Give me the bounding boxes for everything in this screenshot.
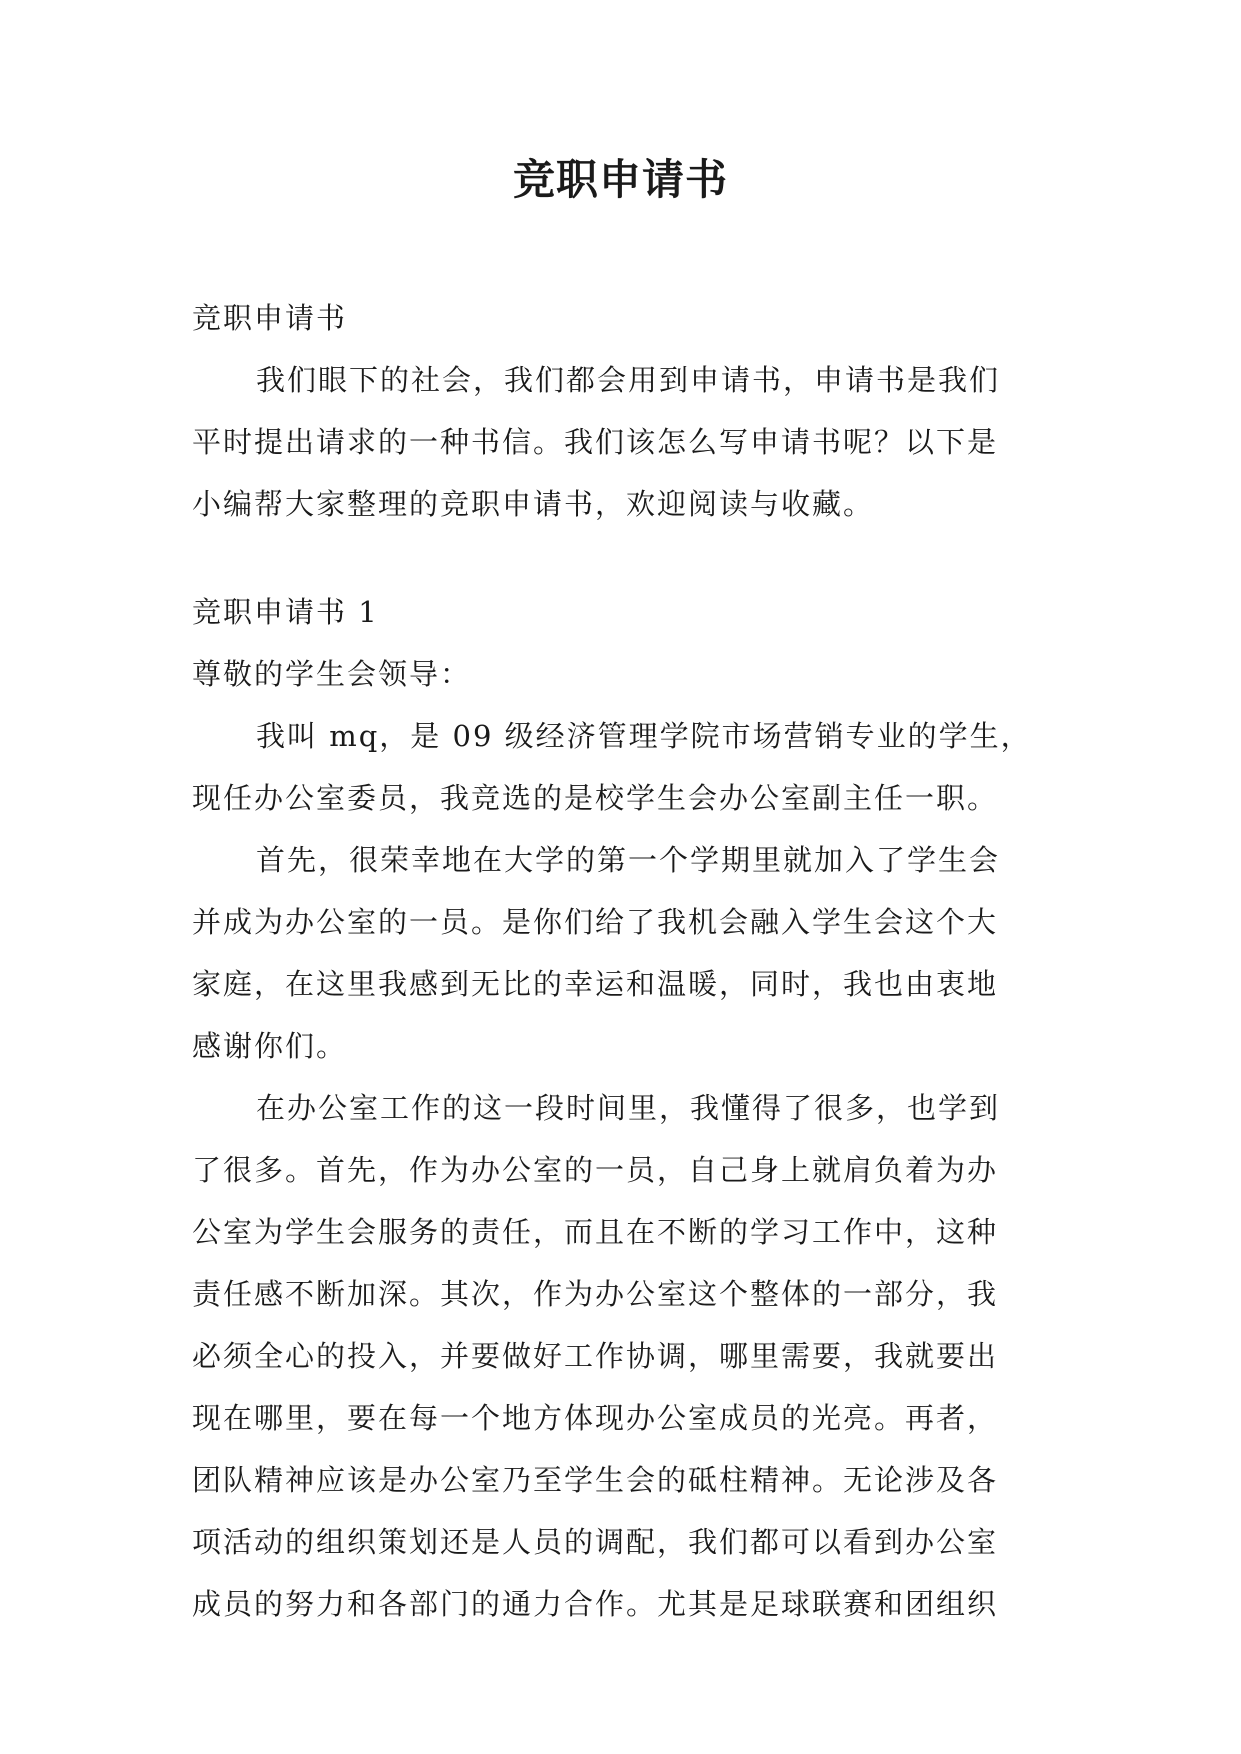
paragraph-line: 公室为学生会服务的责任，而且在不断的学习工作中，这种: [192, 1215, 999, 1249]
paragraph-line: 了很多。首先，作为办公室的一员，自己身上就肩负着为办: [192, 1153, 999, 1187]
paragraph-line: 现任办公室委员，我竞选的是校学生会办公室副主任一职。: [192, 781, 999, 815]
paragraph-line: 首先，很荣幸地在大学的第一个学期里就加入了学生会: [256, 843, 1001, 877]
paragraph-line: 家庭，在这里我感到无比的幸运和温暖，同时，我也由衷地: [192, 967, 999, 1001]
section-heading-1: 竞职申请书 1: [192, 595, 379, 629]
paragraph-line: 我叫 mq，是 09 级经济管理学院市场营销专业的学生，: [256, 719, 1032, 753]
paragraph-line: 并成为办公室的一员。是你们给了我机会融入学生会这个大: [192, 905, 999, 939]
intro-paragraph-line: 平时提出请求的一种书信。我们该怎么写申请书呢？以下是: [192, 425, 999, 459]
paragraph-line: 项活动的组织策划还是人员的调配，我们都可以看到办公室: [192, 1525, 999, 1559]
salutation: 尊敬的学生会领导：: [192, 657, 472, 691]
paragraph-line: 感谢你们。: [192, 1029, 348, 1063]
section-heading-intro: 竞职申请书: [192, 301, 348, 335]
document-body: [192, 287, 1052, 1635]
paragraph-line: 成员的努力和各部门的通力合作。尤其是足球联赛和团组织: [192, 1587, 999, 1621]
intro-paragraph-line: 小编帮大家整理的竞职申请书，欢迎阅读与收藏。: [192, 487, 875, 521]
paragraph-line: 必须全心的投入，并要做好工作协调，哪里需要，我就要出: [192, 1339, 999, 1373]
document-title: 竞职申请书: [512, 155, 728, 204]
paragraph-line: 在办公室工作的这一段时间里，我懂得了很多，也学到: [256, 1091, 1001, 1125]
intro-paragraph-line: 我们眼下的社会，我们都会用到申请书，申请书是我们: [256, 363, 1001, 397]
paragraph-line: 责任感不断加深。其次，作为办公室这个整体的一部分，我: [192, 1277, 999, 1311]
paragraph-line: 现在哪里，要在每一个地方体现办公室成员的光亮。再者，: [192, 1401, 999, 1435]
paragraph-line: 团队精神应该是办公室乃至学生会的砥柱精神。无论涉及各: [192, 1463, 999, 1497]
section-spacer: [192, 535, 1052, 581]
